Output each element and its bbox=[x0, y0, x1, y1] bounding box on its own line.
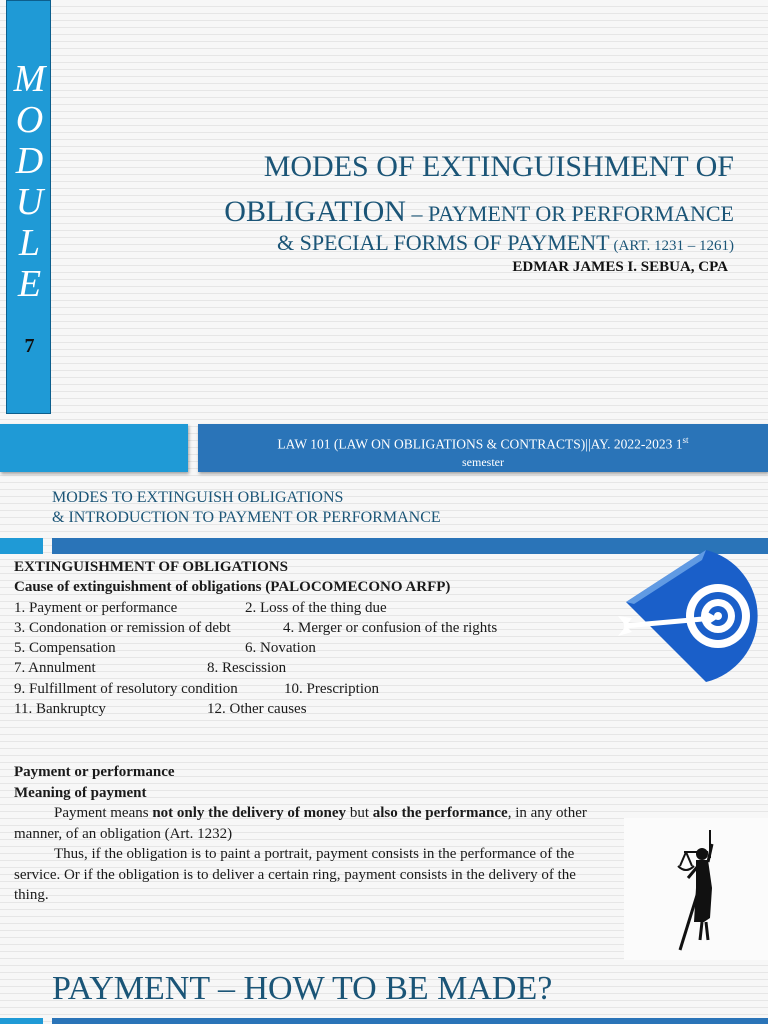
ordinal-suffix: st bbox=[682, 435, 689, 445]
cause-item: 12. Other causes bbox=[207, 701, 307, 718]
author: EDMAR JAMES I. SEBUA, CPA bbox=[512, 259, 728, 275]
p1-text: but bbox=[346, 805, 373, 821]
payment-section bbox=[14, 762, 602, 906]
cause-item: 7. Annulment bbox=[14, 660, 96, 677]
payment-meaning-heading: Meaning of payment bbox=[14, 784, 147, 801]
module-letter: O bbox=[15, 99, 44, 141]
module-letter: U bbox=[15, 181, 44, 223]
section-heading-line-1: MODES TO EXTINGUISH OBLIGATIONS bbox=[52, 489, 344, 506]
module-letter: E bbox=[17, 263, 42, 305]
list-subtitle: Cause of extinguishment of obligations (PALOCOMECONO ARFP) bbox=[14, 579, 451, 596]
payment-paragraph-1 bbox=[14, 803, 602, 844]
divider-bar-left bbox=[0, 538, 43, 554]
lady-justice-icon bbox=[624, 818, 768, 960]
list-row bbox=[14, 638, 450, 658]
cause-item: 8. Rescission bbox=[207, 660, 287, 677]
title-special-forms: & SPECIAL FORMS OF PAYMENT bbox=[276, 230, 610, 255]
list-row bbox=[14, 699, 450, 719]
p1-bold-money: not only the delivery of money bbox=[152, 805, 347, 821]
semester-label: semester bbox=[462, 454, 504, 469]
cause-item: 6. Novation bbox=[245, 640, 316, 657]
title-line-3 bbox=[277, 230, 734, 256]
cause-item: 4. Merger or confusion of the rights bbox=[283, 619, 498, 636]
bottom-title: PAYMENT – HOW TO BE MADE? bbox=[52, 970, 553, 1007]
cause-item: 2. Loss of the thing due bbox=[245, 599, 387, 616]
p1-bold-performance: also the performance bbox=[372, 805, 508, 821]
course-band bbox=[198, 424, 768, 472]
module-letter: L bbox=[18, 222, 41, 264]
title-line-2 bbox=[224, 195, 734, 229]
module-label bbox=[7, 59, 52, 305]
target-arrow-icon bbox=[608, 542, 764, 690]
cause-item: 10. Prescription bbox=[284, 680, 379, 697]
course-info bbox=[198, 432, 768, 471]
section-heading bbox=[52, 488, 441, 528]
module-letter: D bbox=[15, 140, 44, 182]
extinguishment-list bbox=[14, 557, 498, 719]
bottom-bar-right bbox=[52, 1018, 768, 1024]
bottom-bar-left bbox=[0, 1018, 43, 1024]
section-heading-line-2: & INTRODUCTION TO PAYMENT OR PERFORMANCE bbox=[52, 509, 441, 526]
cause-item: 11. Bankruptcy bbox=[14, 701, 106, 718]
list-row bbox=[14, 679, 450, 699]
p1-text: , in any other manner, of an obligation (Art. 1232) bbox=[14, 805, 587, 842]
cause-item: 9. Fulfillment of resolutory condition bbox=[14, 680, 238, 697]
payment-paragraph-2: Thus, if the obligation is to paint a portrait, payment consists in the performance of the service. Or if the obligation is to deliver a certain ring, payment consists in the delivery of the thing. bbox=[14, 846, 576, 903]
title-obligation: OBLIGATION bbox=[224, 195, 406, 228]
title-payment-performance: – PAYMENT OR PERFORMANCE bbox=[405, 201, 734, 226]
title-article-ref: (ART. 1231 – 1261) bbox=[613, 238, 734, 254]
cause-item: 5. Compensation bbox=[14, 640, 116, 657]
title-line-1: MODES OF EXTINGUISHMENT OF bbox=[263, 150, 734, 183]
list-row bbox=[14, 598, 450, 618]
module-letter: M bbox=[13, 58, 46, 100]
cause-item: 1. Payment or performance bbox=[14, 599, 178, 616]
p1-text: Payment means bbox=[54, 805, 153, 821]
band-accent bbox=[0, 424, 188, 472]
module-number: 7 bbox=[24, 335, 35, 357]
list-title: EXTINGUISHMENT OF OBLIGATIONS bbox=[14, 559, 288, 575]
course-title: LAW 101 (LAW ON OBLIGATIONS & CONTRACTS)||AY. 2022-2023 1 bbox=[277, 436, 683, 452]
module-bar bbox=[6, 0, 51, 414]
list-row bbox=[14, 658, 450, 678]
cause-item: 3. Condonation or remission of debt bbox=[14, 619, 231, 636]
list-row bbox=[14, 618, 498, 638]
payment-heading: Payment or performance bbox=[14, 764, 175, 780]
